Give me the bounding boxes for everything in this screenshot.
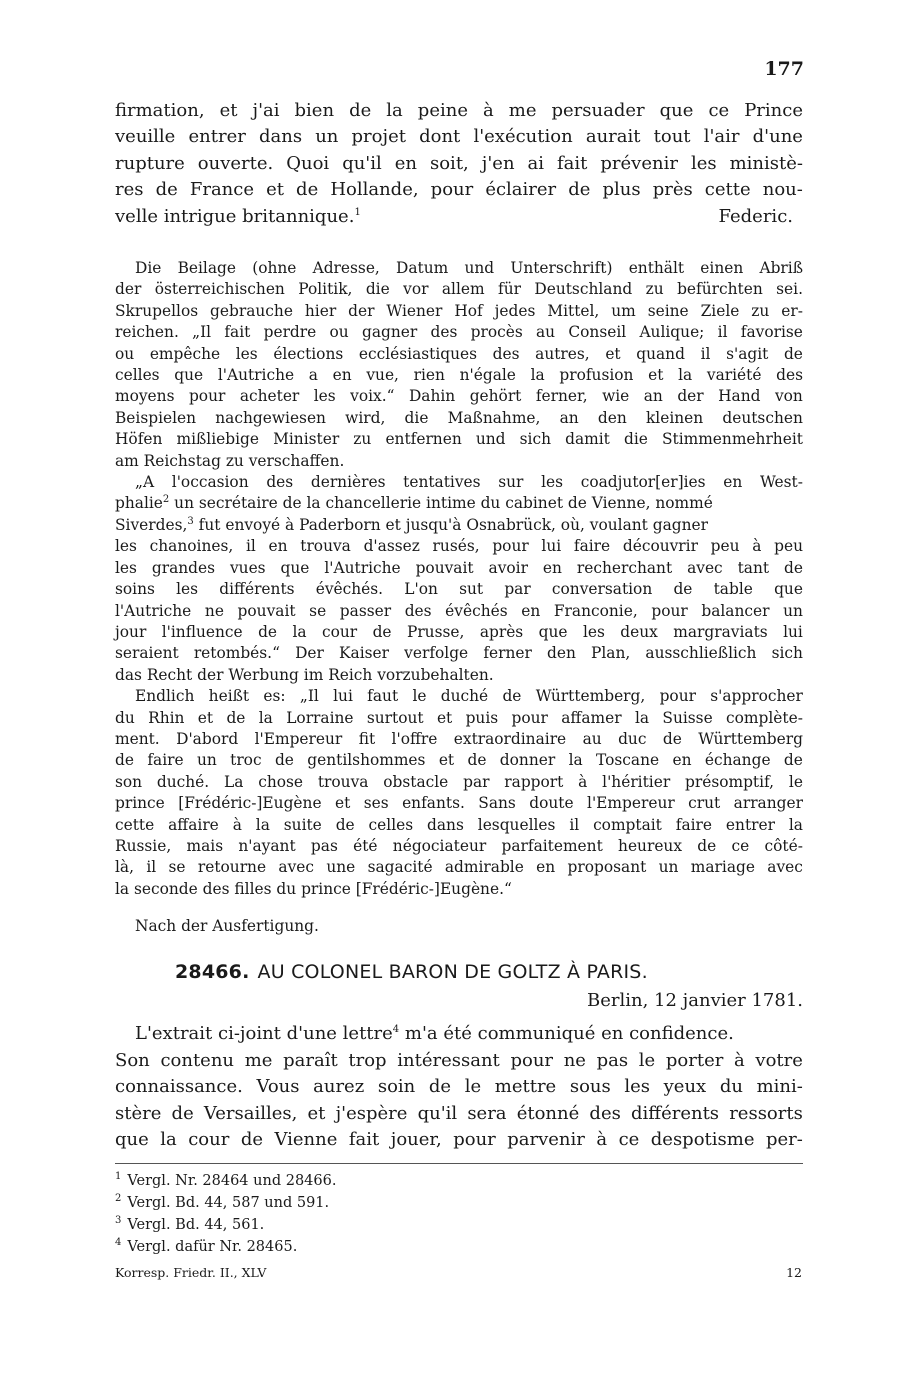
footnote: $^3$ Vergl. Bd. 44, 561. <box>115 1215 265 1233</box>
text-line: rupture ouverte. Quoi qu'il en soit, j'en ai fait prévenir les ministè- <box>115 152 803 174</box>
place-date: Berlin, 12 janvier 1781. <box>587 990 803 1011</box>
text-line: son duché. La chose trouva obstacle par rapport à l'héritier présomptif, le <box>115 772 803 791</box>
footnote-ref: 4 <box>392 1024 400 1035</box>
document-title: AU COLONEL BARON DE GOLTZ À PARIS. <box>257 961 648 983</box>
footnote: $^4$ Vergl. dafür Nr. 28465. <box>115 1237 298 1255</box>
footnote-ref: 1 <box>354 206 361 218</box>
text-line: ment. D'abord l'Empereur fit l'offre extraordinaire au duc de Württemberg <box>115 729 803 748</box>
text-line: Höfen mißliebige Minister zu entfernen und sich damit die Stimmenmehrheit <box>115 430 803 449</box>
text-line: là, il se retourne avec une sagacité admirable en proposant un mariage avec <box>115 858 803 877</box>
source-note: Nach der Ausfertigung. <box>135 917 319 935</box>
page-number: 177 <box>764 58 804 80</box>
text-line: jour l'influence de la cour de Prusse, après que les deux margraviats lui <box>115 622 803 641</box>
text-line: seraient retombés.“ Der Kaiser verfolge ferner den Plan, ausschließlich sich <box>115 644 803 663</box>
text-line: que la cour de Vienne fait jouer, pour parvenir à ce despotisme per- <box>115 1129 803 1151</box>
document-heading <box>175 961 648 983</box>
text-line: les grandes vues que l'Autriche pouvait avoir en recherchant avec tant de <box>115 558 803 577</box>
text-line: Son contenu me paraît trop intéressant pour ne pas le porter à votre <box>115 1049 803 1071</box>
signature-mark: Korresp. Friedr. II., XLV <box>115 1265 267 1280</box>
text-line: Skrupellos gebrauche hier der Wiener Hof jedes Mittel, um seine Ziele zu er- <box>115 301 803 320</box>
text-line: les chanoines, il en trouva d'assez rusés, pour lui faire découvrir peu à peu <box>115 537 803 556</box>
signature: Federic. <box>718 205 793 227</box>
sheet-number: 12 <box>786 1265 802 1280</box>
text-line: „A l'occasion des dernières tentatives sur les coadjutor[er]ies en West- <box>135 473 803 492</box>
text-line: l'Autriche ne pouvait se passer des évêchés en Franconie, pour balancer un <box>115 601 803 620</box>
editorial-summary <box>115 258 803 900</box>
signature-line <box>115 204 803 230</box>
text-line: Russie, mais n'ayant pas été négociateur parfaitement heureux de ce côté- <box>115 836 803 855</box>
footnotes <box>115 1170 336 1258</box>
text-line: du Rhin et de la Lorraine surtout et puis pour affamer la Suisse complète- <box>115 708 803 727</box>
text-line: la seconde des filles du prince [Frédéric-]Eugène.“ <box>115 879 512 898</box>
text-line: am Reichstag zu verschaffen. <box>115 451 345 470</box>
letter-body <box>115 1021 803 1154</box>
footnote: $^2$ Vergl. Bd. 44, 587 und 591. <box>115 1193 330 1211</box>
text-line: reichen. „Il fait perdre ou gagner des procès au Conseil Aulique; il favorise <box>115 323 803 342</box>
text-line: das Recht der Werbung im Reich vorzubehalten. <box>115 665 494 684</box>
main-text-continuation <box>115 98 803 230</box>
footnote: $^1$ Vergl. Nr. 28464 und 28466. <box>115 1171 337 1189</box>
text-line: res de France et de Hollande, pour éclairer de plus près cette nou- <box>115 179 803 201</box>
text-line: veuille entrer dans un projet dont l'exécution aurait tout l'air d'une <box>115 126 803 148</box>
text-line: connaissance. Vous aurez soin de le mettre sous les yeux du mini- <box>115 1076 803 1098</box>
text-line: moyens pour acheter les voix.“ Dahin gehört ferner, wie an der Hand von <box>115 387 803 406</box>
text-line: celles que l'Autriche a en vue, rien n'égale la profusion et la variété des <box>115 366 803 385</box>
text-line: de faire un troc de gentilshommes et de donner la Toscane en échange de <box>115 751 803 770</box>
text-line: soins les différents évêchés. L'on sut par conversation de table que <box>115 580 803 599</box>
text-line: Beispielen nachgewiesen wird, die Maßnahme, an den kleinen deutschen <box>115 408 803 427</box>
text-line-end: velle intrigue britannique.$^1$ <box>115 205 361 227</box>
document-number: 28466. <box>175 961 250 983</box>
text-line: stère de Versailles, et j'espère qu'il sera étonné des différents ressorts <box>115 1102 803 1124</box>
text-line: firmation, et j'ai bien de la peine à me persuader que ce Prince <box>115 100 803 121</box>
text-line: phalie$^2$ un secrétaire de la chancellerie intime du cabinet de Vienne, nommé <box>115 494 713 513</box>
footnote-divider <box>115 1163 803 1164</box>
footnote-ref: 3 <box>187 515 194 527</box>
text-line: prince [Frédéric-]Eugène et ses enfants. Sans doute l'Empereur crut arranger <box>115 794 803 813</box>
text-line: cette affaire à la suite de celles dans lesquelles il comptait faire entrer la <box>115 815 803 834</box>
footnote-ref: 2 <box>162 494 170 506</box>
text-line: ou empêche les élections ecclésiastiques des autres, et quand il s'agit de <box>115 344 803 363</box>
text-line: L'extrait ci-joint d'une lettre$^4$ m'a été communiqué en confidence. <box>135 1023 734 1044</box>
text-line: Endlich heißt es: „Il lui faut le duché de Württemberg, pour s'approcher <box>135 687 803 706</box>
text-line: Die Beilage (ohne Adresse, Datum und Unterschrift) enthält einen Abriß <box>135 259 803 277</box>
text-line: der österreichischen Politik, die vor allem für Deutschland zu befürchten sei. <box>115 280 803 299</box>
text-line: Siverdes,$^3$ fut envoyé à Paderborn et jusqu'à Osnabrück, où, voulant gagner <box>115 515 708 534</box>
